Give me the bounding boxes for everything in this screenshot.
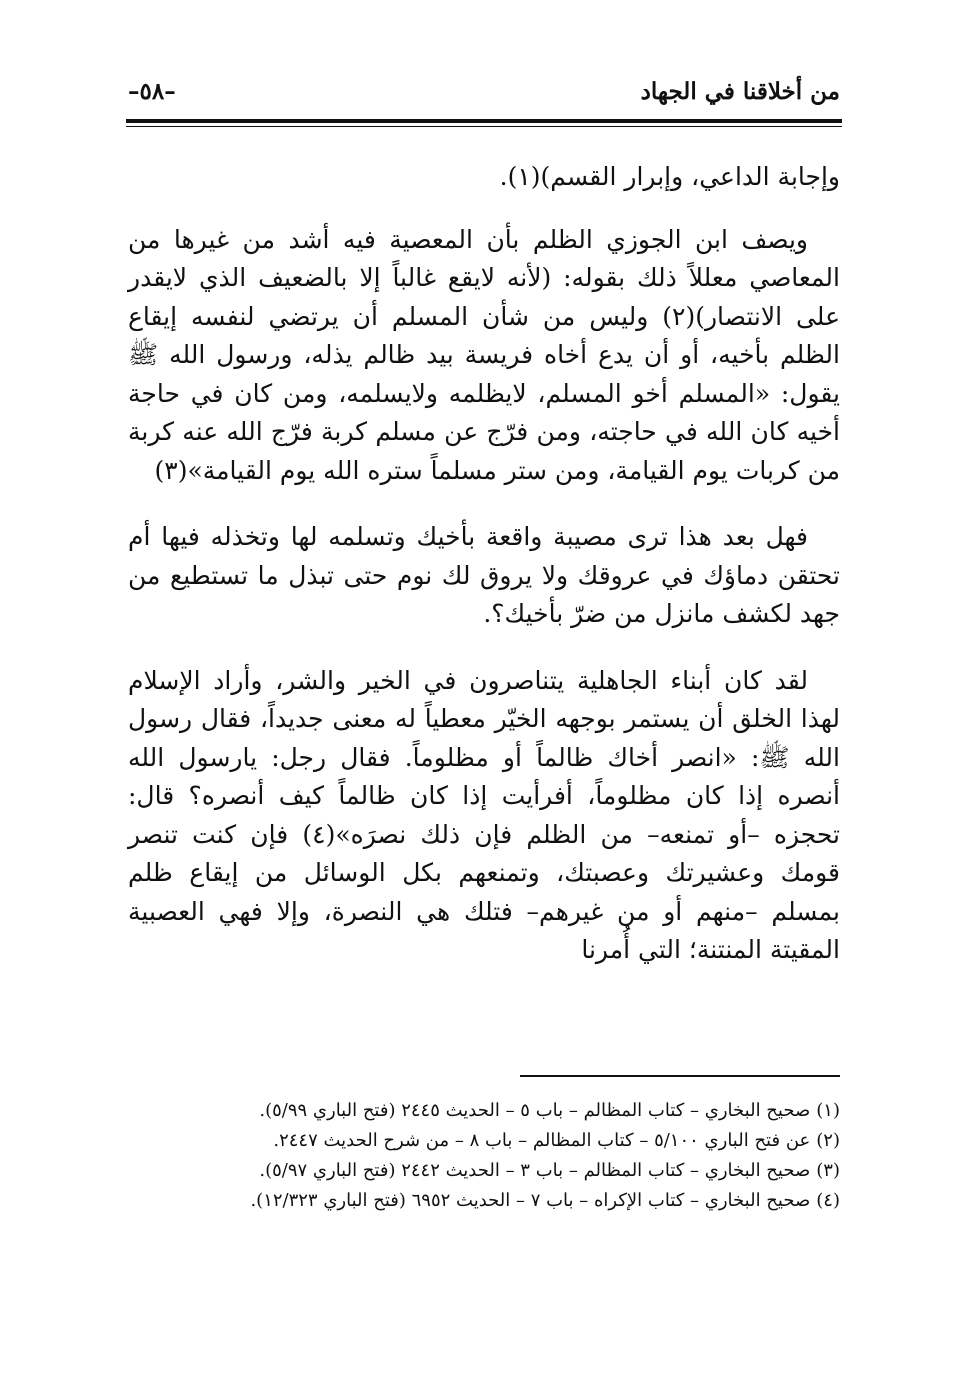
header-rule-thick [126, 119, 842, 123]
footnote-number: (٣) [816, 1160, 840, 1181]
footnote-number: (١) [816, 1100, 840, 1121]
footnote-text: صحيح البخاري – كتاب المظالم – باب ٣ – الحديث ٢٤٤٢ (فتح الباري ٥/٩٧). [259, 1160, 811, 1181]
main-text [128, 158, 840, 998]
paragraph: وإجابة الداعي، وإبرار القسم)(١). [499, 162, 840, 191]
footnote-number: (٢) [816, 1130, 840, 1151]
footnote-separator [520, 1075, 840, 1077]
footnote-number: (٤) [816, 1190, 840, 1211]
footnote [128, 1096, 840, 1126]
footnote [128, 1156, 840, 1186]
footnote-text: عن فتح الباري ٥/١٠٠ – كتاب المظالم – باب ٨ – من شرح الحديث ٢٤٤٧. [273, 1130, 811, 1151]
footnote [128, 1126, 840, 1156]
footnotes [128, 1096, 840, 1216]
header-rule-thin [126, 126, 842, 127]
running-header [128, 76, 840, 112]
paragraph: فهل بعد هذا ترى مصيبة واقعة بأخيك وتسلمه لها وتخذله فيها أم تحتقن دماؤك في عروقك ولا يروق لك نوم حتى تبذل ما تستطيع من جهد لكشف مانزل من ضرّ بأخيك؟. [128, 522, 840, 628]
book-title: من أخلاقنا في الجهاد [640, 78, 840, 105]
page-number: –٥٨– [128, 78, 176, 105]
footnote [128, 1186, 840, 1216]
footnote-text: صحيح البخاري – كتاب المظالم – باب ٥ – الحديث ٢٤٤٥ (فتح الباري ٥/٩٩). [259, 1100, 811, 1121]
footnote-text: صحيح البخاري – كتاب الإكراه – باب ٧ – الحديث ٦٩٥٢ (فتح الباري ١٢/٣٢٣). [250, 1190, 811, 1211]
paragraph: ويصف ابن الجوزي الظلم بأن المعصية فيه أشد من غيرها من المعاصي معللاً ذلك بقوله: (لأنه لايقع غالباً إلا بالضعيف الذي لايقدر على الانتصار)(٢) وليس من شأن المسلم أن يرتضي لنفسه إيقاع الظلم بأخيه، أو أن يدع أخاه فريسة بيد ظالم يذله، ورسول الله ﷺ يقول: «المسلم أخو المسلم، لايظلمه ولايسلمه، ومن كان في حاجة أخيه كان الله في حاجته، ومن فرّج عن مسلم كربة فرّج الله عنه كربة من كربات يوم القيامة، ومن ستر مسلماً ستره الله يوم القيامة»(٣) [128, 224, 840, 485]
paragraph: لقد كان أبناء الجاهلية يتناصرون في الخير والشر، وأراد الإسلام لهذا الخلق أن يستمر بوجهه الخيّر معطياً له معنى جديداً، فقال رسول الله ﷺ: «انصر أخاك ظالماً أو مظلوماً. فقال رجل: يارسول الله أنصره إذا كان مظلوماً، أفرأيت إذا كان ظالماً كيف أنصره؟ قال: تحجزه –أو تمنعه– من الظلم فإن ذلك نصرَه»(٤) فإن كنت تنصر قومك وعشيرتك وعصبتك، وتمنعهم بكل الوسائل من إيقاع ظلم بمسلم –منهم أو من غيرهم– فتلك هي النصرة، وإلا فهي العصبية المقيتة المنتنة؛ التي أُمرنا [128, 665, 840, 964]
